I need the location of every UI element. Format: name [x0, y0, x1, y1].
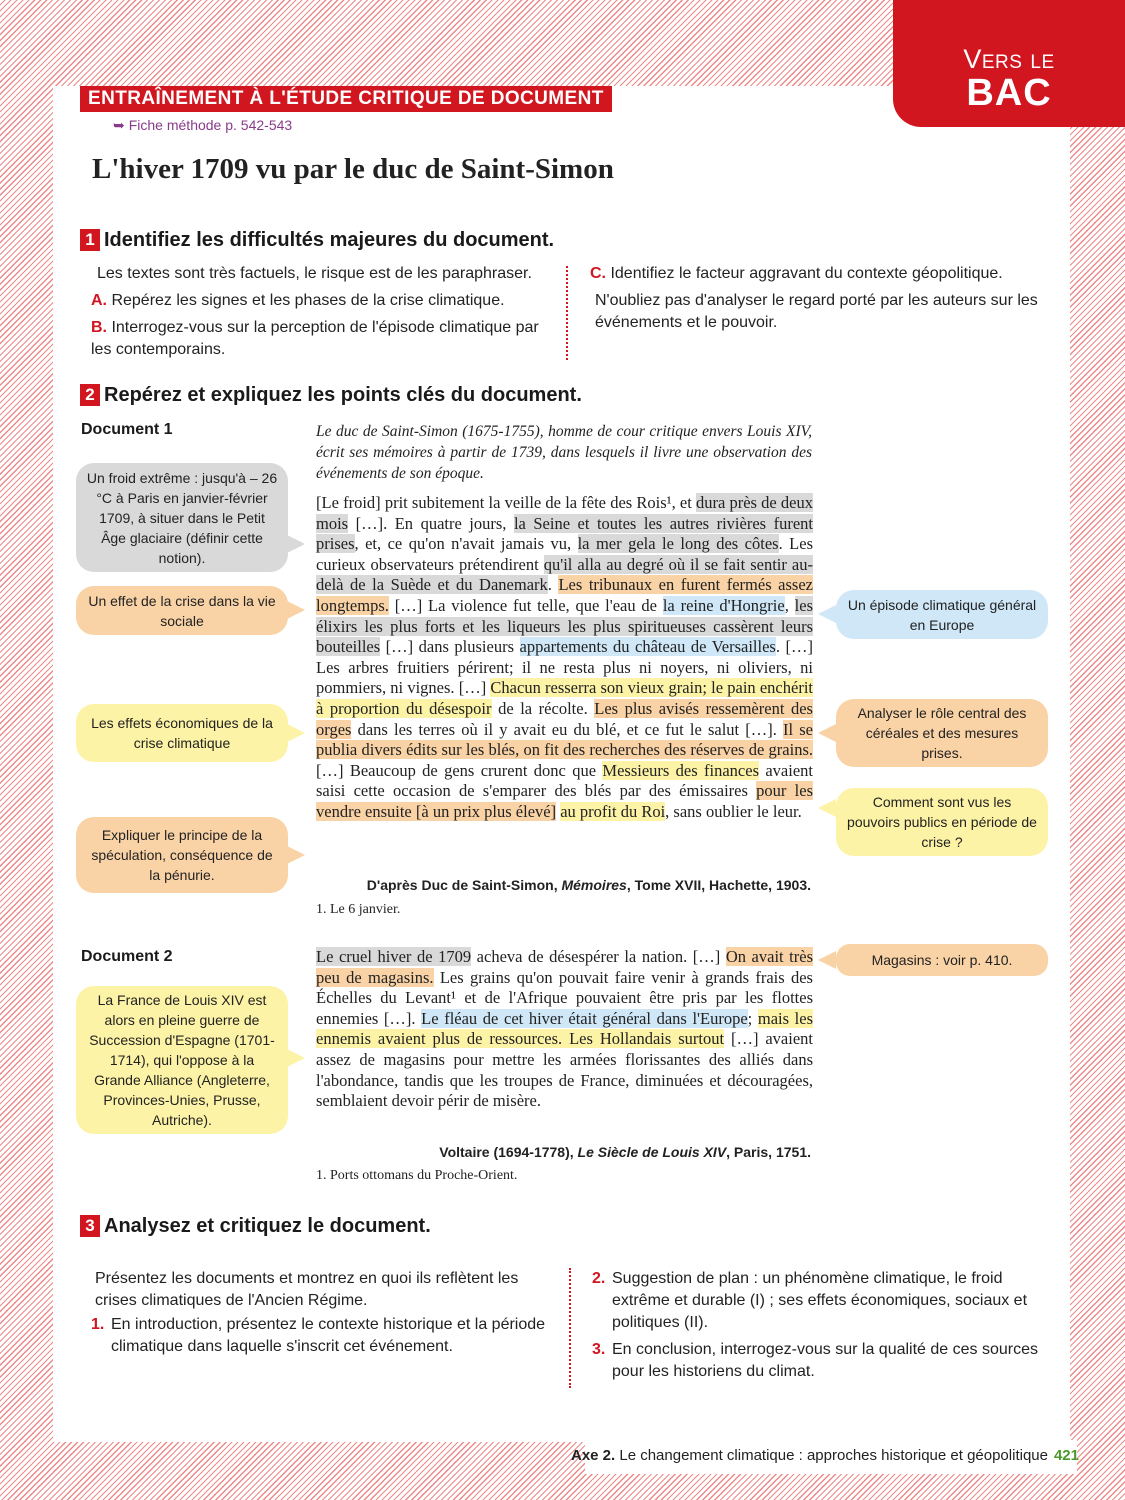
footer-text: Le changement climatique : approches historique et géopolitique	[615, 1447, 1048, 1464]
bubble-tail	[818, 724, 836, 742]
section3-step1: 1. En introduction, présentez le contexte historique et la période climatique dans laquelle s'inscrit cet événement.	[91, 1316, 546, 1355]
fiche-label: Fiche méthode p. 542-543	[128, 117, 293, 133]
section3-divider	[569, 1268, 571, 1388]
bubble-tail	[818, 951, 836, 969]
document1-text: [Le froid] prit subitement la veille de la fête des Rois¹, et dura près de deux mois […]. En quatre jours, la Seine et toutes les autres rivières furent prises, et, ce qu'on n'avait jamais vu, la mer gela le long des côtes. Les curieux observateurs prétendirent qu'il alla au degré où il se fait sentir au-delà de la Suède et du Danemark. Les tribunaux en furent fermés assez longtemps. […] La violence fut telle, que l'eau de la reine d'Hongrie, les élixirs les plus forts et les liqueurs les plus spiritueuses cassèrent leurs bouteilles […] dans plusieurs appartements du château de Versailles. […] Les arbres fruitiers périrent; il ne resta plus ni noyers, ni oliviers, ni pommiers, ni vignes. […] Chacun resserra son vieux grain; le pain enchérit à proportion du désespoir de la récolte. Les plus avisés ressemèrent des orges dans les terres où il y avait eu du blé, et ce fut le salut […]. Il se publia divers édits sur les blés, on fit des recherches des réserves de grains. […] Beaucoup de gens crurent donc que Messieurs des finances avaient saisi cette occasion de s'emparer des blés par des émissaires pour les vendre ensuite [à un prix plus élevé] au profit du Roi, sans oublier le leur.	[316, 493, 814, 821]
footer-axe: Axe 2.	[570, 1447, 616, 1464]
section1-heading	[80, 229, 554, 252]
bubble-tail	[287, 1049, 305, 1067]
section1-item-a: A. Repérez les signes et les phases de la crise climatique.	[91, 292, 505, 309]
bubble-magasins: Magasins : voir p. 410.	[836, 944, 1048, 976]
bubble-tail	[818, 605, 836, 623]
exercise-banner: ENTRAÎNEMENT À L'ÉTUDE CRITIQUE DE DOCUMENT	[80, 86, 612, 112]
section3-step3: 3. En conclusion, interrogez-vous sur la qualité de ces sources pour les historiens du climat.	[592, 1341, 1038, 1380]
document2-footnote: 1. Ports ottomans du Proche-Orient.	[316, 1168, 518, 1183]
page-footer	[571, 1447, 1079, 1464]
section1-intro: Les textes sont très factuels, le risque est de les paraphraser.	[97, 265, 532, 282]
document1-label: Document 1	[81, 421, 173, 438]
section3-intro: Présentez les documents et montrez en quoi ils reflètent les crises climatiques de l'Ancien Régime.	[95, 1270, 519, 1309]
arrow-icon: ➥	[113, 117, 125, 133]
bubble-tail	[287, 535, 305, 553]
section1-item-b: B. Interrogez-vous sur la perception de l'épisode climatique par les contemporains.	[91, 319, 539, 358]
bubble-froid-extreme: Un froid extrême : jusqu'à – 26 °C à Paris en janvier-février 1709, à situer dans le Petit Âge glaciaire (définir cette notion).	[76, 463, 288, 572]
section3-title: Analysez et critiquez le document.	[104, 1215, 431, 1237]
section1-note: N'oubliez pas d'analyser le regard porté par les auteurs sur les événements et le pouvoir.	[595, 292, 1038, 331]
section2-number: 2	[80, 384, 100, 406]
bubble-effets-economiques: Les effets économiques de la crise climatique	[76, 704, 288, 762]
section2-title: Repérez et expliquez les points clés du document.	[104, 384, 582, 406]
bubble-tail	[287, 724, 305, 742]
tab-line1: Vers le	[963, 44, 1055, 74]
section1-number: 1	[80, 229, 100, 251]
section3-heading	[80, 1215, 431, 1238]
section3-step2: 2. Suggestion de plan : un phénomène climatique, le froid extrême et durable (I) ; ses effets économiques, sociaux et politiques (II).	[592, 1270, 1028, 1331]
bubble-pouvoirs-publics: Comment sont vus les pouvoirs publics en période de crise ?	[836, 788, 1048, 856]
section1-left-column	[91, 263, 551, 366]
section3-left-column	[91, 1268, 546, 1363]
page-number: 421	[1053, 1447, 1079, 1464]
section1-divider	[566, 266, 568, 360]
bubble-france-louis-xiv: La France de Louis XIV est alors en pleine guerre de Succession d'Espagne (1701-1714), qui l'oppose à la Grande Alliance (Angleterre, Provinces-Unies, Prusse, Autriche).	[76, 986, 288, 1134]
document2-label: Document 2	[81, 948, 173, 965]
section1-item-c: C. Identifiez le facteur aggravant du contexte géopolitique.	[590, 265, 1003, 282]
document1-source: D'après Duc de Saint-Simon, Mémoires, Tome XVII, Hachette, 1903.	[366, 877, 811, 893]
section1-right-column	[590, 263, 1040, 339]
document2-text: Le cruel hiver de 1709 acheva de désespérer la nation. […] On avait très peu de magasins. Les grains qu'on pouvait faire venir à grands frais des Échelles du Levant¹ et de l'Afrique pouvaient être pris par les flottes ennemies […]. Le fléau de cet hiver était général dans l'Europe; mais les ennemis avaient plus de ressources. Les Hollandais surtout […] avaient assez de magasins pour mettre les armées florissantes des alliés dans l'abondance, tandis que les troupes de France, diminuées et découragées, semblaient devoir périr de misère.	[316, 947, 813, 1111]
section1-title: Identifiez les difficultés majeures du document.	[104, 229, 555, 251]
vers-le-bac-tab	[893, 0, 1125, 127]
bubble-episode-europe: Un épisode climatique général en Europe	[836, 590, 1048, 639]
document1-footnote: 1. Le 6 janvier.	[316, 902, 401, 917]
page-title: L'hiver 1709 vu par le duc de Saint-Simon	[92, 153, 614, 185]
document1-intro: Le duc de Saint-Simon (1675-1755), homme de cour critique envers Louis XIV, écrit ses mémoires à partir de 1739, dans lesquels il livre une observation des événements de son époque.	[316, 423, 812, 482]
section3-right-column	[592, 1268, 1042, 1388]
section3-number: 3	[80, 1215, 100, 1237]
bubble-tail	[287, 601, 305, 619]
bubble-tail	[287, 846, 305, 864]
section2-heading	[80, 384, 582, 407]
fiche-methode-link[interactable]	[113, 117, 292, 134]
document2-source: Voltaire (1694-1778), Le Siècle de Louis XIV, Paris, 1751.	[439, 1144, 811, 1160]
bubble-cereales: Analyser le rôle central des céréales et des mesures prises.	[836, 699, 1048, 767]
bubble-speculation: Expliquer le principe de la spéculation, conséquence de la pénurie.	[76, 817, 288, 893]
tab-line2: BAC	[966, 72, 1052, 114]
bubble-tail	[818, 799, 836, 817]
bubble-vie-sociale: Un effet de la crise dans la vie sociale	[76, 586, 288, 635]
page-sheet-bottom	[53, 1413, 1070, 1442]
